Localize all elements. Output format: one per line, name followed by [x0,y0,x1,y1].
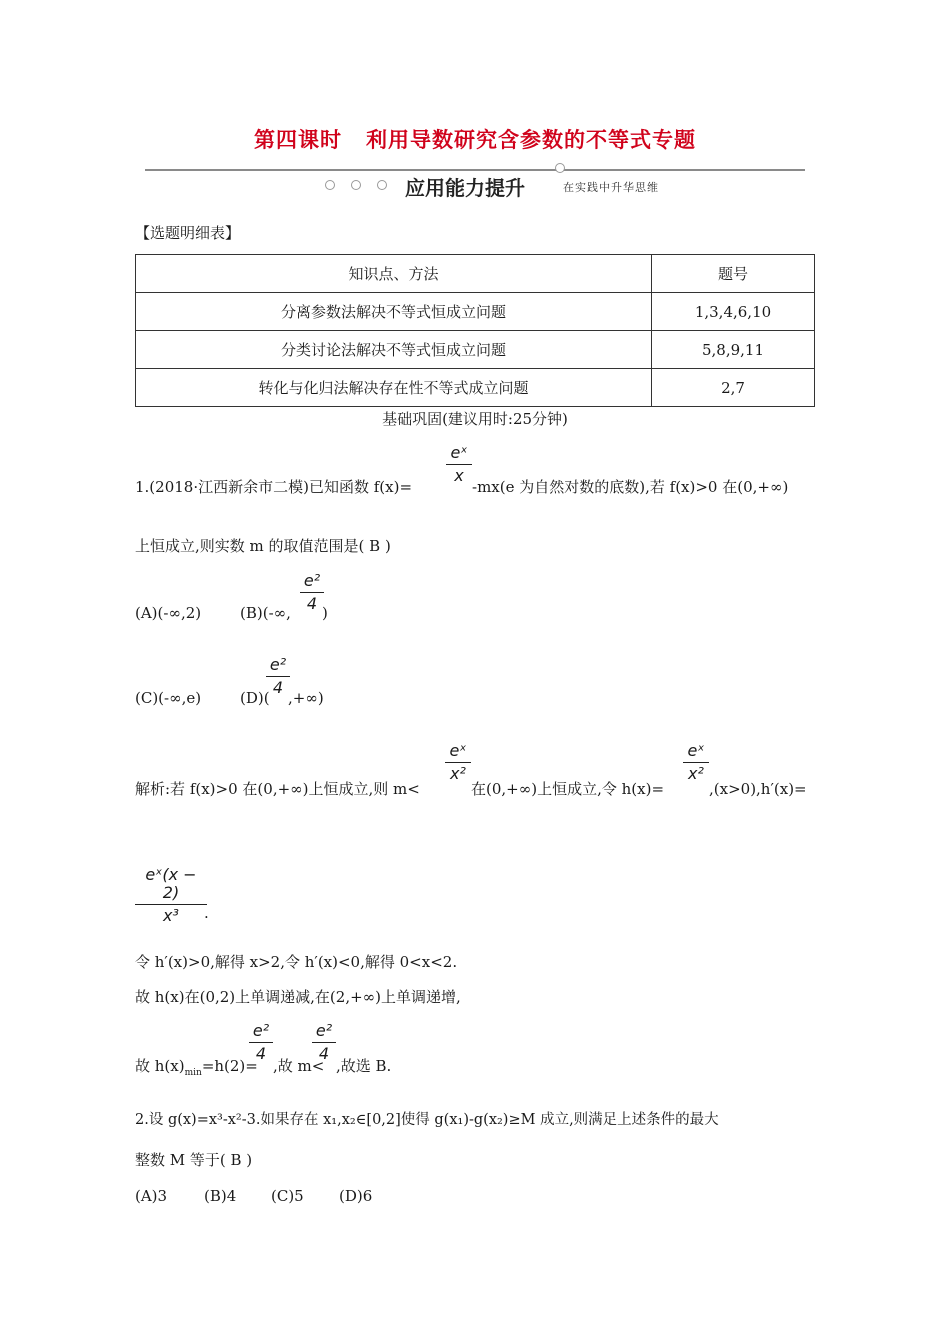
q2-stem-line2: 整数 M 等于( B ) [135,1151,253,1169]
solution-line5-part1: 故 h(x) [135,1057,185,1075]
banner-dot [351,180,361,190]
denominator: 4 [318,1044,330,1063]
banner-rule [145,169,805,171]
page-title [0,124,950,154]
q1-option-c: (C)(-∞,e) [135,689,202,707]
denominator: 4 [255,1044,267,1063]
solution-line5-part4: ,故选 B. [336,1057,392,1075]
q2-stem-line1: 2.设 g(x)=x³-x²-3.如果存在 x₁,x₂∈[0,2]使得 g(x₁)-g(x₂)≥M 成立,则满足上述条件的最大 [135,1112,719,1128]
solution-line5-part3: ,故 m< [273,1057,325,1075]
banner-heading: 应用能力提升 [405,176,525,200]
table-header-cell: 知识点、方法 [136,255,652,293]
section-heading: 基础巩固(建议用时:25分钟) [382,410,568,428]
fraction-ex-over-x2 [683,742,709,783]
banner-dot [555,163,565,173]
numerator: e² [315,1021,333,1040]
q1-stem-part2: -mx(e 为自然对数的底数),若 f(x)>0 在(0,+∞) [472,478,789,496]
numerator: e² [252,1021,270,1040]
numerator: eˣ [450,443,468,462]
table-cell: 分类讨论法解决不等式恒成立问题 [136,331,652,369]
denominator: x² [688,764,704,783]
denominator: 4 [306,594,318,613]
table-header-cell: 题号 [652,255,815,293]
q1-option-a: (A)(-∞,2) [135,604,202,622]
banner-dot [377,180,387,190]
table-caption: 【选题明细表】 [135,224,241,242]
q2-option-c: (C)5 [271,1187,304,1205]
table-cell: 2,7 [652,369,815,407]
topic-table [135,254,815,407]
numerator: eˣ [687,741,705,760]
numerator: e² [269,655,287,674]
q1-option-b-end: ) [322,604,328,622]
table-cell: 转化与化归法解决存在性不等式成立问题 [136,369,652,407]
fraction-ex-over-x [446,444,472,485]
table-row [136,331,815,369]
denominator: x² [450,764,466,783]
solution-line1-part2: 在(0,+∞)上恒成立,令 h(x)= [471,780,665,798]
solution-line3: 令 h′(x)>0,解得 x>2,令 h′(x)<0,解得 0<x<2. [135,953,458,971]
numerator: e² [303,571,321,590]
fraction-e2-over-4 [266,656,290,697]
denominator: 4 [272,678,284,697]
q2-option-b: (B)4 [204,1187,237,1205]
q1-option-b-start: (B)(-∞, [240,604,291,622]
denominator: x³ [163,906,179,925]
title-topic: 利用导数研究含参数的不等式专题 [366,128,696,152]
period: . [204,904,209,922]
banner-dot [325,180,335,190]
q1-stem-part3: 上恒成立,则实数 m 的取值范围是( B ) [135,537,391,555]
table-cell: 5,8,9,11 [652,331,815,369]
min-subscript: min [184,1068,202,1078]
denominator: x [454,466,464,485]
q1-stem-part1: 1.(2018·江西新余市二模)已知函数 f(x)= [135,478,413,496]
fraction-e2-over-4 [249,1022,273,1063]
fraction-ex-over-x2 [445,742,471,783]
fraction-hprime [135,866,207,925]
solution-line5 [135,1059,258,1078]
q2-option-a: (A)3 [135,1187,168,1205]
solution-line1-part3: ,(x>0),h′(x)= [709,780,807,798]
table-cell: 1,3,4,6,10 [652,293,815,331]
fraction-e2-over-4 [300,572,324,613]
numerator: eˣ(x − 2) [145,865,197,902]
q1-option-d-start: (D)( [240,689,270,707]
q2-option-d: (D)6 [339,1187,373,1205]
solution-line5-part2: =h(2)= [201,1057,258,1075]
table-cell: 分离参数法解决不等式恒成立问题 [136,293,652,331]
table-header-row [136,255,815,293]
solution-line4: 故 h(x)在(0,2)上单调递减,在(2,+∞)上单调递增, [135,988,461,1006]
numerator: eˣ [449,741,467,760]
fraction-e2-over-4 [312,1022,336,1063]
table-row [136,293,815,331]
table-row [136,369,815,407]
banner-subheading: 在实践中升华思维 [563,181,659,194]
solution-line1-part1: 解析:若 f(x)>0 在(0,+∞)上恒成立,则 m< [135,780,420,798]
q1-option-d-end: ,+∞) [288,689,324,707]
title-lesson: 第四课时 [254,128,342,152]
